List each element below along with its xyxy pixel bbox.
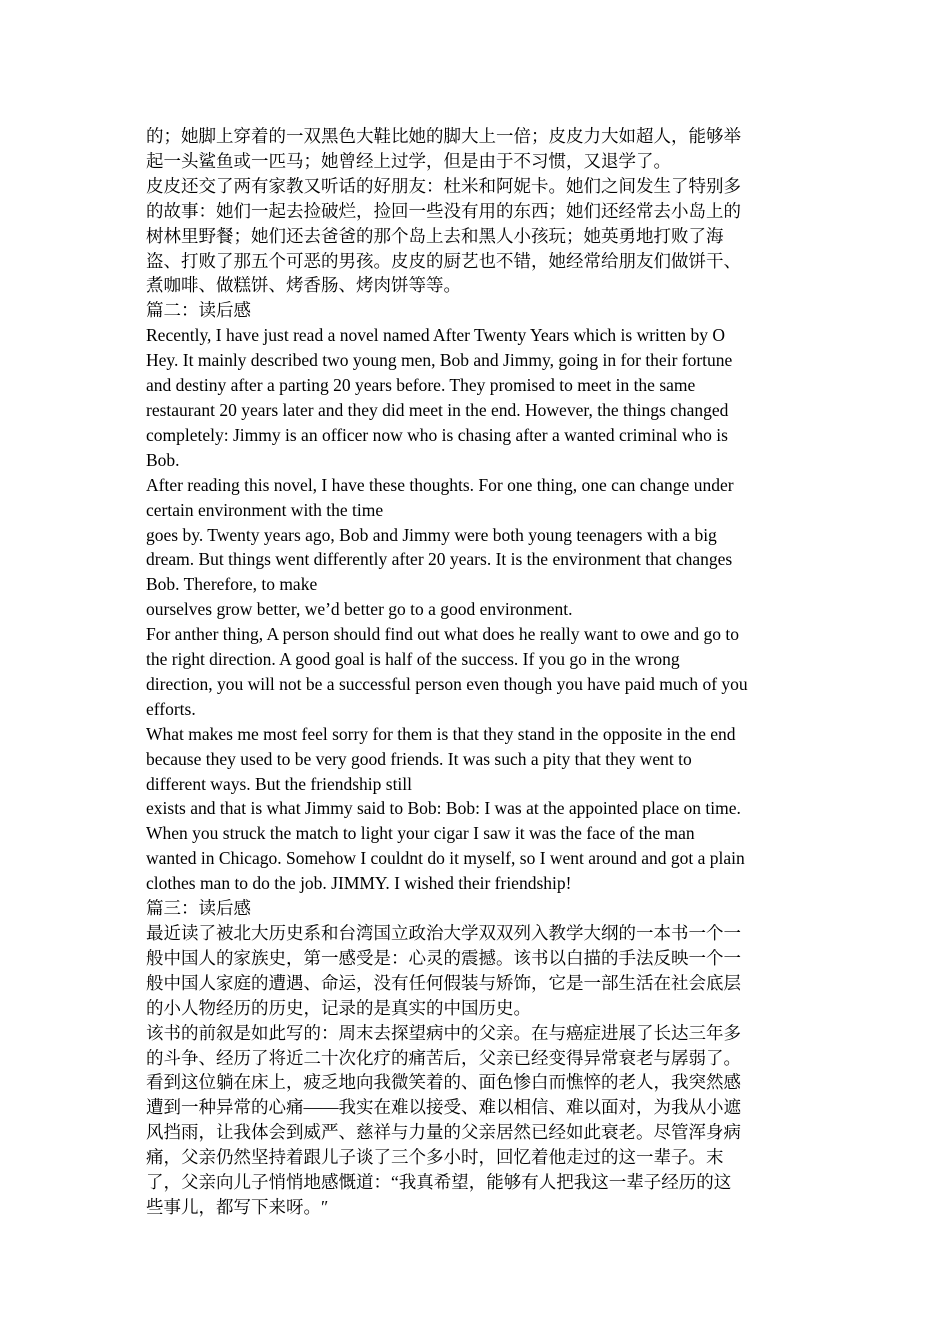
text-line: Bob. Therefore, to make xyxy=(146,574,318,595)
text-line: 的故事：她们一起去捡破烂，捡回一些没有用的东西；她们还经常去小岛上的 xyxy=(146,200,741,221)
text-line: Recently, I have just read a novel named After Twenty Years which is written by O xyxy=(146,325,726,346)
text-line: 盗、打败了那五个可恶的男孩。皮皮的厨艺也不错，她经常给朋友们做饼干、 xyxy=(146,250,741,271)
text-line: 的小人物经历的历史，记录的是真实的中国历史。 xyxy=(146,997,531,1018)
text-line: 的斗争、经历了将近二十次化疗的痛苦后，父亲已经变得异常衰老与孱弱了。 xyxy=(146,1047,741,1068)
text-line: and destiny after a parting 20 years before. They promised to meet in the same xyxy=(146,375,696,396)
text-line: 煮咖啡、做糕饼、烤香肠、烤肉饼等等。 xyxy=(146,275,461,296)
text-line: 些事儿，都写下来呀。″ xyxy=(146,1196,329,1217)
text-line: 痛，父亲仍然坚持着跟儿子谈了三个多小时，回忆着他走过的这一辈子。末 xyxy=(146,1147,724,1168)
text-line: 遭到一种异常的心痛——我实在难以接受、难以相信、难以面对，为我从小遮 xyxy=(146,1097,741,1118)
text-line: 最近读了被北大历史系和台湾国立政治大学双双列入教学大纲的一本书一个一 xyxy=(146,923,741,943)
text-line: efforts. xyxy=(146,698,196,719)
text-line: 看到这位躺在床上，疲乏地向我微笑着的、面色惨白而憔悴的老人，我突然感 xyxy=(146,1072,741,1093)
text-line: After reading this novel, I have these thoughts. For one thing, one can change under xyxy=(146,474,734,495)
section-heading: 篇三：读后感 xyxy=(146,898,251,919)
text-line: clothes man to do the job. JIMMY. I wished their friendship! xyxy=(146,873,572,894)
text-line: ourselves grow better, we’d better go to a good environment. xyxy=(146,599,573,620)
text-line: 了，父亲向儿子悄悄地感慨道：“我真希望，能够有人把我这一辈子经历的这 xyxy=(146,1172,732,1193)
text-line: Hey. It mainly described two young men, Bob and Jimmy, going in for their fortune xyxy=(146,350,733,371)
text-line: 般中国人的家族史，第一感受是：心灵的震撼。该书以白描的手法反映一个一 xyxy=(146,947,741,968)
text-line: the right direction. A good goal is half of the success. If you go in the wrong xyxy=(146,649,680,670)
text-line: dream. But things went differently after 20 years. It is the environment that changes xyxy=(146,549,733,570)
text-line: 般中国人家庭的遭遇、命运，没有任何假装与矫饰，它是一部生活在社会底层 xyxy=(146,972,741,993)
text-line: Bob. xyxy=(146,449,180,470)
section-heading: 篇二：读后感 xyxy=(146,300,251,321)
text-line: What makes me most feel sorry for them is that they stand in the opposite in the end xyxy=(146,723,736,744)
text-line: 起一头鲨鱼或一匹马；她曾经上过学，但是由于不习惯，又退学了。 xyxy=(146,150,671,171)
text-line: because they used to be very good friends. It was such a pity that they went to xyxy=(146,748,692,769)
text-line: 树林里野餐；她们还去爸爸的那个岛上去和黑人小孩玩；她英勇地打败了海 xyxy=(146,225,724,246)
text-line: When you struck the match to light your cigar I saw it was the face of the man xyxy=(146,823,695,844)
text-line: exists and that is what Jimmy said to Bob: Bob: I was at the appointed place on time. xyxy=(146,798,741,819)
text-line: different ways. But the friendship still xyxy=(146,773,413,794)
text-line: 风挡雨，让我体会到威严、慈祥与力量的父亲居然已经如此衰老。尽管浑身病 xyxy=(146,1122,741,1143)
text-line: completely: Jimmy is an officer now who is chasing after a wanted criminal who is xyxy=(146,424,728,445)
text-line: 该书的前叙是如此写的：周末去探望病中的父亲。在与癌症进展了长达三年多 xyxy=(146,1022,741,1043)
text-line: goes by. Twenty years ago, Bob and Jimmy were both young teenagers with a big xyxy=(146,524,717,545)
text-line: restaurant 20 years later and they did meet in the end. However, the things changed xyxy=(146,399,729,420)
document-body xyxy=(146,124,806,1220)
text-line: 的；她脚上穿着的一双黑色大鞋比她的脚大上一倍；皮皮力大如超人，能够举 xyxy=(146,126,741,146)
text-line: direction, you will not be a successful person even though you have paid much of you xyxy=(146,673,748,694)
text-line: wanted in Chicago. Somehow I couldnt do it myself, so I went around and got a plain xyxy=(146,848,745,869)
text-line: For anther thing, A person should find out what does he really want to owe and go to xyxy=(146,624,739,645)
text-line: certain environment with the time xyxy=(146,499,384,520)
text-line: 皮皮还交了两有家教又听话的好朋友：杜米和阿妮卡。她们之间发生了特别多 xyxy=(146,175,741,196)
